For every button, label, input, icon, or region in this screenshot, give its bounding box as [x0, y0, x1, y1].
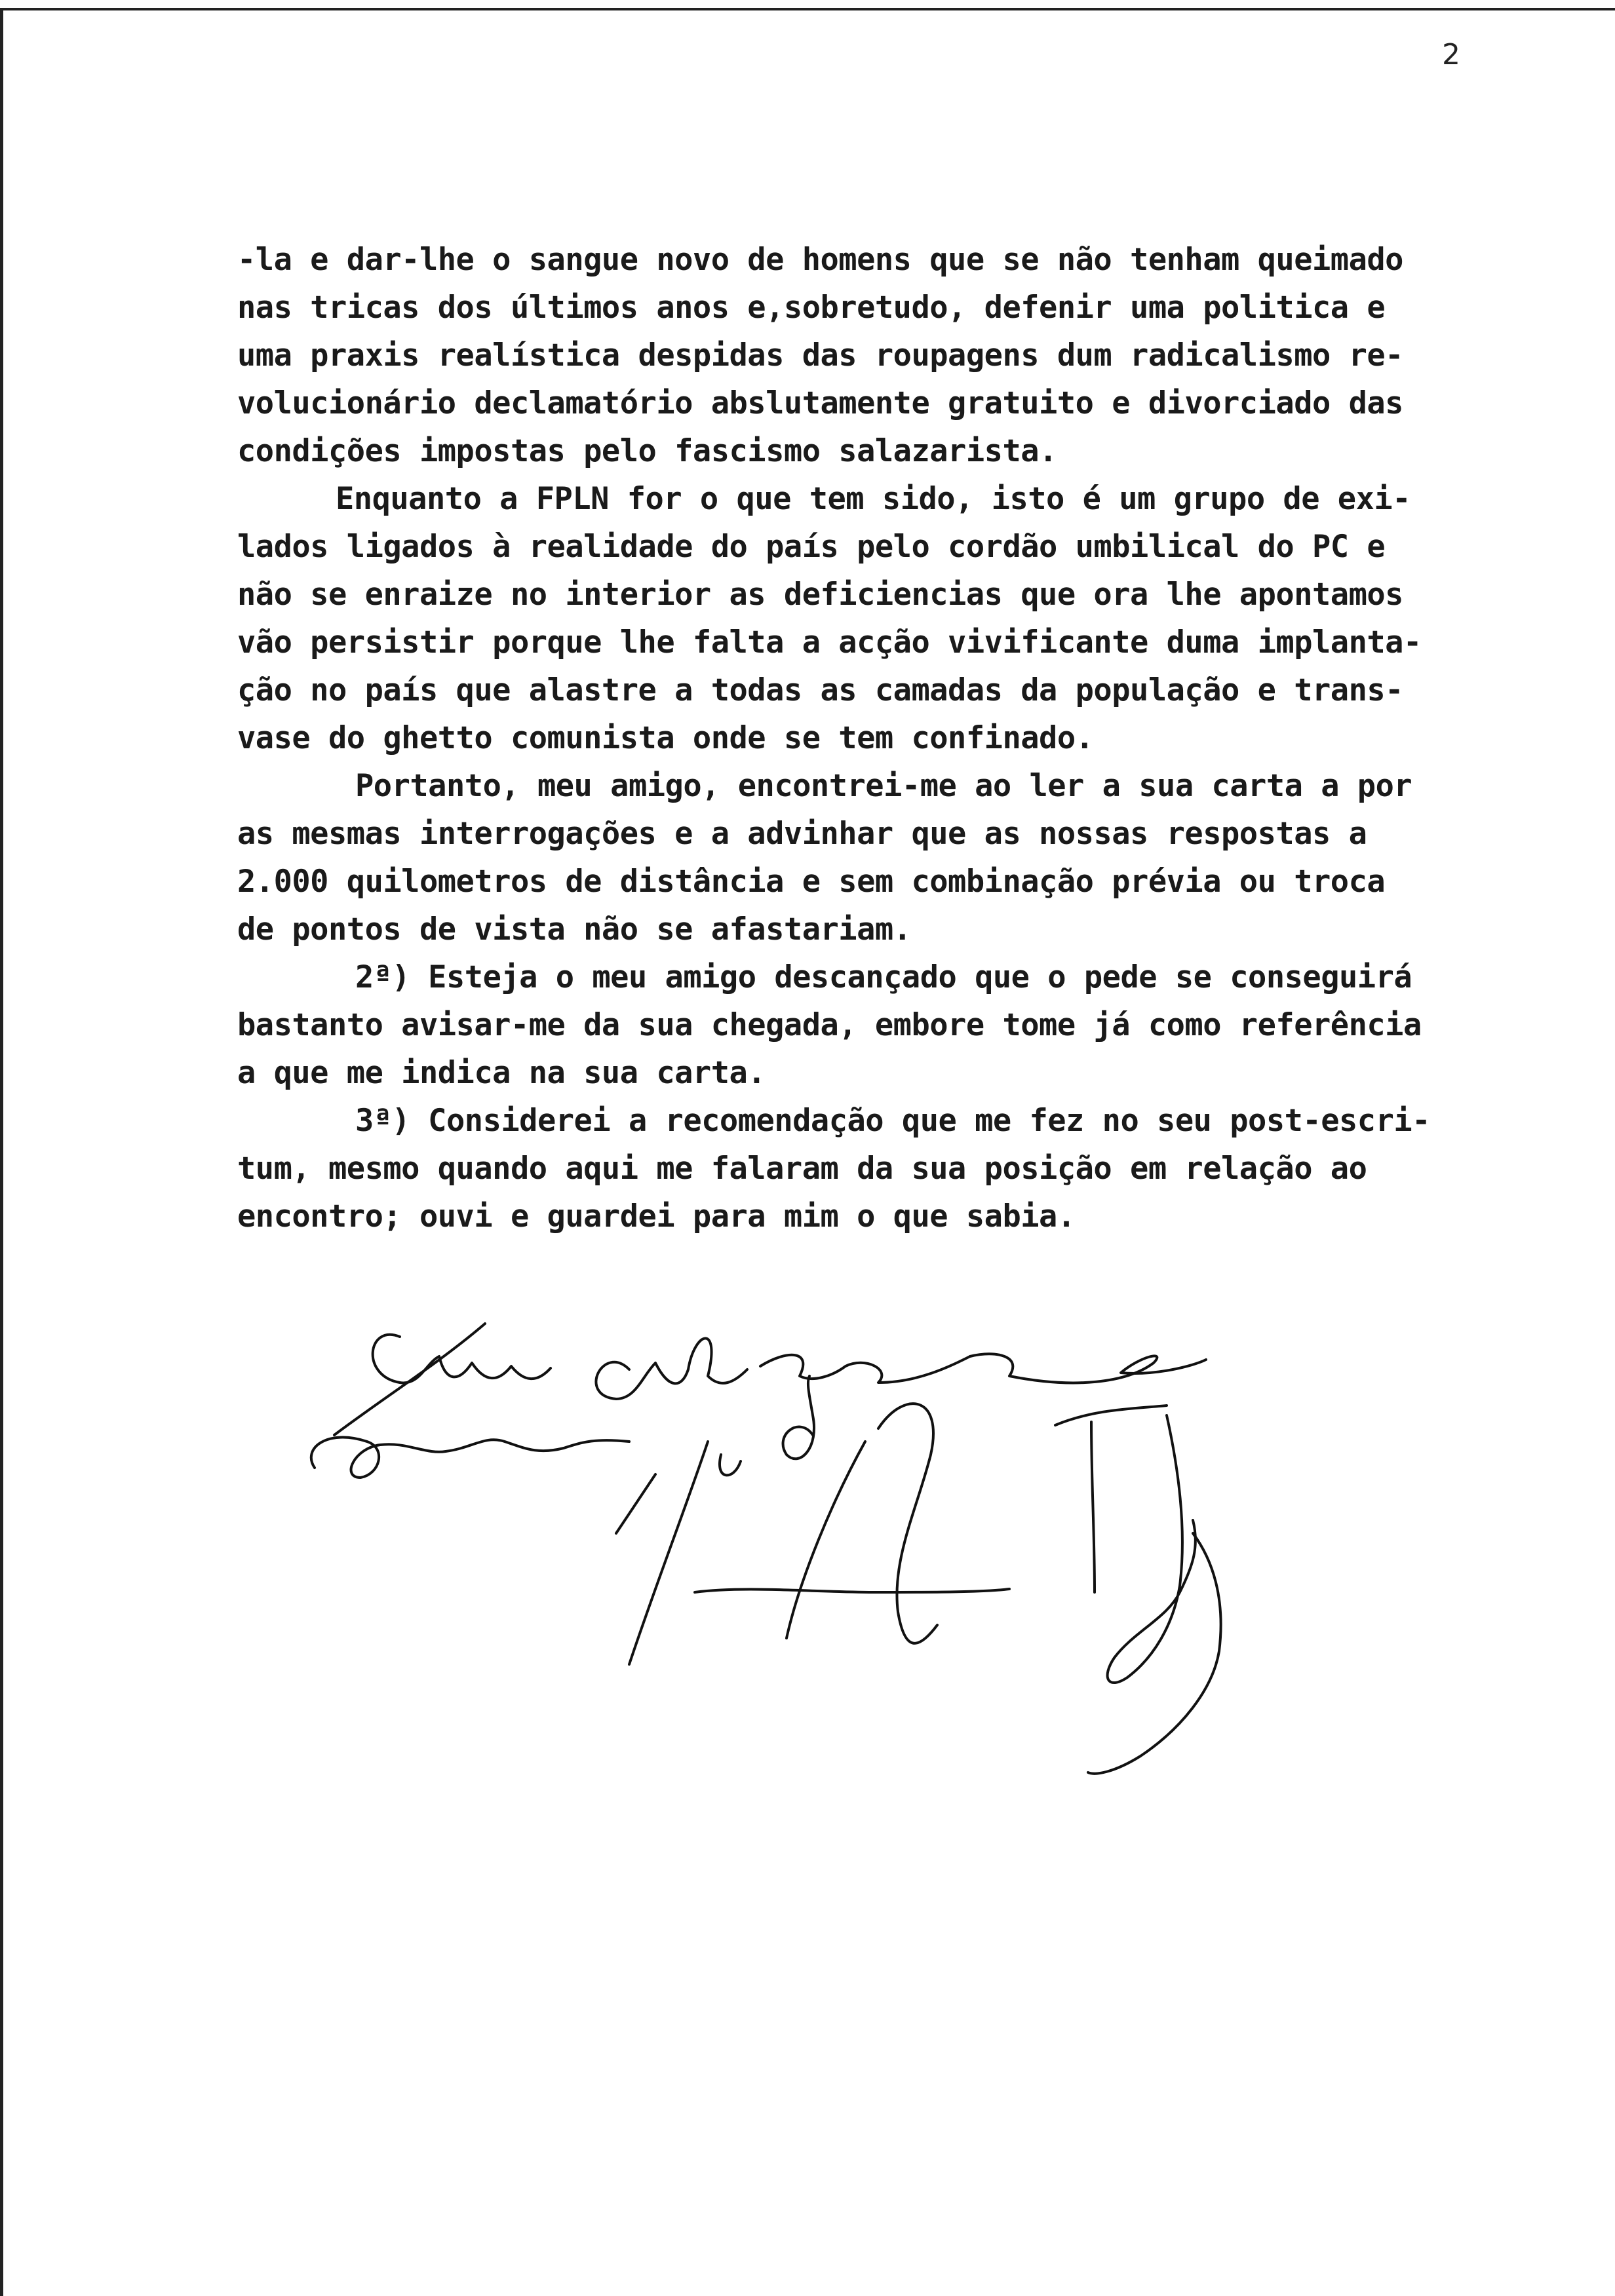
signature-stroke — [720, 1455, 741, 1475]
letter-line: bastanto avisar-me da sua chegada, embore tome já como referência — [237, 1007, 1422, 1043]
signature-stroke — [878, 1404, 937, 1643]
letter-line: encontro; ouvi e guardei para mim o que sabia. — [237, 1198, 1076, 1234]
signature-stroke — [629, 1442, 708, 1664]
letter-line: Enquanto a FPLN for o que tem sido, isto é um grupo de exi- — [336, 481, 1411, 517]
letter-line: lados ligados à realidade do país pelo cordão umbilical do PC e — [237, 529, 1386, 565]
letter-line: vase do ghetto comunista onde se tem confinado. — [237, 720, 1094, 756]
scan-border-left — [0, 8, 3, 2296]
signature-stroke — [1091, 1422, 1095, 1592]
letter-line: volucionário declamatório abslutamente gratuito e divorciado das — [237, 385, 1403, 421]
signature-stroke — [970, 1354, 1206, 1383]
signature-stroke — [334, 1324, 485, 1435]
letter-line: tum, mesmo quando aqui me falaram da sua posição em relação ao — [237, 1151, 1367, 1187]
signature-stroke — [695, 1589, 1009, 1592]
letter-line: de pontos de vista não se afastariam. — [237, 911, 912, 947]
signature-stroke — [760, 1355, 970, 1383]
letter-line: vão persistir porque lhe falta a acção vivificante duma implanta- — [237, 624, 1422, 660]
letter-line: não se enraize no interior as deficiencias que ora lhe apontamos — [237, 577, 1403, 613]
signature-stroke — [1088, 1533, 1221, 1774]
signature-stroke — [787, 1442, 865, 1638]
signature-stroke — [783, 1376, 814, 1459]
letter-line: uma praxis realística despidas das roupagens dum radicalismo re- — [237, 337, 1403, 373]
signature-stroke — [616, 1474, 655, 1533]
signature-stroke — [311, 1438, 564, 1478]
signature-stroke — [596, 1339, 747, 1400]
signature-drawing — [288, 1284, 1403, 1795]
handwritten-signature-icon — [288, 1284, 1403, 1795]
signature-stroke — [1108, 1415, 1196, 1683]
letter-line: Portanto, meu amigo, encontrei-me ao ler a sua carta a por — [355, 768, 1412, 804]
scan-border-top — [0, 8, 1615, 10]
signature-stroke — [1055, 1406, 1167, 1425]
letter-line: nas tricas dos últimos anos e,sobretudo, defenir uma politica e — [237, 290, 1386, 326]
letter-line: ção no país que alastre a todas as camadas da população e trans- — [237, 672, 1403, 708]
letter-line: condições impostas pelo fascismo salazarista. — [237, 433, 1057, 469]
letter-line: 3ª) Considerei a recomendação que me fez no seu post-escri- — [355, 1103, 1430, 1139]
letter-body — [237, 236, 1548, 1240]
letter-line: -la e dar-lhe o sangue novo de homens que se não tenham queimado — [237, 242, 1403, 278]
letter-line: 2ª) Esteja o meu amigo descançado que o pede se conseguirá — [355, 959, 1412, 995]
letter-line: as mesmas interrogações e a advinhar que as nossas respostas a — [237, 816, 1367, 852]
letter-line: a que me indica na sua carta. — [237, 1055, 766, 1091]
letter-line: 2.000 quilometros de distância e sem combinação prévia ou troca — [237, 864, 1386, 900]
page-number: 2 — [1442, 38, 1460, 71]
signature-stroke — [564, 1440, 629, 1448]
